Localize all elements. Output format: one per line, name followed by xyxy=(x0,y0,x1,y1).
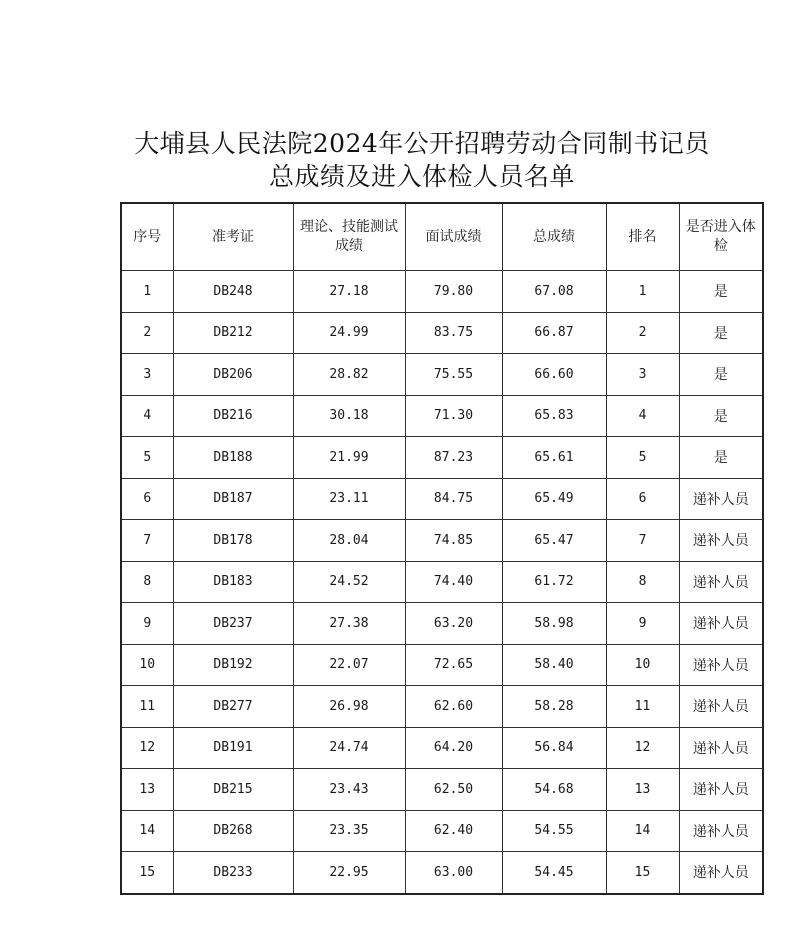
cell-exam-id: DB216 xyxy=(173,395,293,437)
header-enter-exam: 是否进入体检 xyxy=(679,203,763,271)
cell-rank: 1 xyxy=(606,271,679,313)
cell-theory-score: 24.99 xyxy=(293,312,405,354)
header-theory-score: 理论、技能测试成绩 xyxy=(293,203,405,271)
header-rank: 排名 xyxy=(606,203,679,271)
cell-rank: 6 xyxy=(606,478,679,520)
cell-rank: 8 xyxy=(606,561,679,603)
results-table xyxy=(120,202,764,895)
cell-seq: 15 xyxy=(121,852,173,894)
cell-enter-exam: 递补人员 xyxy=(679,769,763,811)
cell-total-score: 65.83 xyxy=(502,395,606,437)
table-row xyxy=(121,769,763,811)
cell-total-score: 54.45 xyxy=(502,852,606,894)
cell-interview-score: 72.65 xyxy=(405,644,502,686)
cell-seq: 14 xyxy=(121,810,173,852)
cell-theory-score: 23.11 xyxy=(293,478,405,520)
cell-total-score: 61.72 xyxy=(502,561,606,603)
cell-exam-id: DB187 xyxy=(173,478,293,520)
cell-enter-exam: 是 xyxy=(679,395,763,437)
document-title: 大埔县人民法院2024年公开招聘劳动合同制书记员 xyxy=(134,129,710,158)
cell-interview-score: 74.40 xyxy=(405,561,502,603)
table-row xyxy=(121,354,763,396)
cell-exam-id: DB178 xyxy=(173,520,293,562)
cell-exam-id: DB206 xyxy=(173,354,293,396)
cell-enter-exam: 是 xyxy=(679,437,763,479)
table-header xyxy=(121,203,763,271)
cell-interview-score: 64.20 xyxy=(405,727,502,769)
table-body xyxy=(121,271,763,894)
cell-theory-score: 28.82 xyxy=(293,354,405,396)
cell-seq: 8 xyxy=(121,561,173,603)
table-row xyxy=(121,727,763,769)
cell-exam-id: DB248 xyxy=(173,271,293,313)
cell-total-score: 58.28 xyxy=(502,686,606,728)
cell-rank: 11 xyxy=(606,686,679,728)
cell-exam-id: DB277 xyxy=(173,686,293,728)
cell-interview-score: 83.75 xyxy=(405,312,502,354)
cell-theory-score: 23.43 xyxy=(293,769,405,811)
cell-interview-score: 75.55 xyxy=(405,354,502,396)
table-row xyxy=(121,686,763,728)
cell-seq: 2 xyxy=(121,312,173,354)
cell-theory-score: 24.74 xyxy=(293,727,405,769)
cell-enter-exam: 是 xyxy=(679,312,763,354)
cell-rank: 2 xyxy=(606,312,679,354)
cell-interview-score: 62.50 xyxy=(405,769,502,811)
cell-exam-id: DB268 xyxy=(173,810,293,852)
header-interview-score: 面试成绩 xyxy=(405,203,502,271)
cell-enter-exam: 递补人员 xyxy=(679,727,763,769)
cell-theory-score: 27.18 xyxy=(293,271,405,313)
cell-exam-id: DB183 xyxy=(173,561,293,603)
cell-theory-score: 28.04 xyxy=(293,520,405,562)
cell-rank: 7 xyxy=(606,520,679,562)
header-seq: 序号 xyxy=(121,203,173,271)
cell-total-score: 58.40 xyxy=(502,644,606,686)
cell-interview-score: 62.40 xyxy=(405,810,502,852)
cell-total-score: 67.08 xyxy=(502,271,606,313)
cell-interview-score: 79.80 xyxy=(405,271,502,313)
cell-exam-id: DB215 xyxy=(173,769,293,811)
cell-rank: 13 xyxy=(606,769,679,811)
cell-theory-score: 26.98 xyxy=(293,686,405,728)
header-total-score: 总成绩 xyxy=(502,203,606,271)
cell-rank: 3 xyxy=(606,354,679,396)
table-row xyxy=(121,561,763,603)
header-exam-id: 准考证 xyxy=(173,203,293,271)
cell-interview-score: 63.00 xyxy=(405,852,502,894)
cell-interview-score: 74.85 xyxy=(405,520,502,562)
cell-enter-exam: 递补人员 xyxy=(679,561,763,603)
cell-enter-exam: 递补人员 xyxy=(679,520,763,562)
cell-exam-id: DB191 xyxy=(173,727,293,769)
table-row xyxy=(121,437,763,479)
cell-enter-exam: 递补人员 xyxy=(679,686,763,728)
cell-theory-score: 24.52 xyxy=(293,561,405,603)
cell-seq: 11 xyxy=(121,686,173,728)
cell-seq: 10 xyxy=(121,644,173,686)
cell-exam-id: DB192 xyxy=(173,644,293,686)
cell-enter-exam: 递补人员 xyxy=(679,852,763,894)
cell-enter-exam: 递补人员 xyxy=(679,644,763,686)
cell-seq: 13 xyxy=(121,769,173,811)
table-row xyxy=(121,810,763,852)
cell-theory-score: 21.99 xyxy=(293,437,405,479)
table-row xyxy=(121,644,763,686)
cell-interview-score: 63.20 xyxy=(405,603,502,645)
cell-seq: 5 xyxy=(121,437,173,479)
cell-total-score: 66.60 xyxy=(502,354,606,396)
cell-theory-score: 30.18 xyxy=(293,395,405,437)
cell-exam-id: DB212 xyxy=(173,312,293,354)
cell-total-score: 56.84 xyxy=(502,727,606,769)
cell-seq: 3 xyxy=(121,354,173,396)
header-row xyxy=(121,203,763,271)
cell-seq: 12 xyxy=(121,727,173,769)
cell-rank: 12 xyxy=(606,727,679,769)
cell-interview-score: 87.23 xyxy=(405,437,502,479)
cell-rank: 5 xyxy=(606,437,679,479)
cell-seq: 1 xyxy=(121,271,173,313)
cell-rank: 9 xyxy=(606,603,679,645)
cell-enter-exam: 递补人员 xyxy=(679,478,763,520)
table-row xyxy=(121,312,763,354)
cell-exam-id: DB188 xyxy=(173,437,293,479)
table-row xyxy=(121,603,763,645)
cell-theory-score: 23.35 xyxy=(293,810,405,852)
cell-seq: 6 xyxy=(121,478,173,520)
table-row xyxy=(121,271,763,313)
table-row xyxy=(121,395,763,437)
cell-interview-score: 62.60 xyxy=(405,686,502,728)
cell-rank: 4 xyxy=(606,395,679,437)
cell-total-score: 65.61 xyxy=(502,437,606,479)
cell-seq: 7 xyxy=(121,520,173,562)
cell-enter-exam: 是 xyxy=(679,354,763,396)
cell-rank: 14 xyxy=(606,810,679,852)
cell-total-score: 66.87 xyxy=(502,312,606,354)
cell-rank: 15 xyxy=(606,852,679,894)
cell-exam-id: DB233 xyxy=(173,852,293,894)
table-row xyxy=(121,852,763,894)
cell-exam-id: DB237 xyxy=(173,603,293,645)
cell-theory-score: 22.95 xyxy=(293,852,405,894)
cell-enter-exam: 递补人员 xyxy=(679,810,763,852)
table-row xyxy=(121,520,763,562)
cell-seq: 4 xyxy=(121,395,173,437)
cell-theory-score: 27.38 xyxy=(293,603,405,645)
cell-total-score: 54.55 xyxy=(502,810,606,852)
cell-total-score: 65.47 xyxy=(502,520,606,562)
cell-interview-score: 71.30 xyxy=(405,395,502,437)
table-row xyxy=(121,478,763,520)
cell-enter-exam: 是 xyxy=(679,271,763,313)
cell-total-score: 54.68 xyxy=(502,769,606,811)
cell-seq: 9 xyxy=(121,603,173,645)
cell-total-score: 58.98 xyxy=(502,603,606,645)
cell-enter-exam: 递补人员 xyxy=(679,603,763,645)
document-subtitle: 总成绩及进入体检人员名单 xyxy=(268,162,575,191)
cell-total-score: 65.49 xyxy=(502,478,606,520)
cell-interview-score: 84.75 xyxy=(405,478,502,520)
cell-theory-score: 22.07 xyxy=(293,644,405,686)
cell-rank: 10 xyxy=(606,644,679,686)
